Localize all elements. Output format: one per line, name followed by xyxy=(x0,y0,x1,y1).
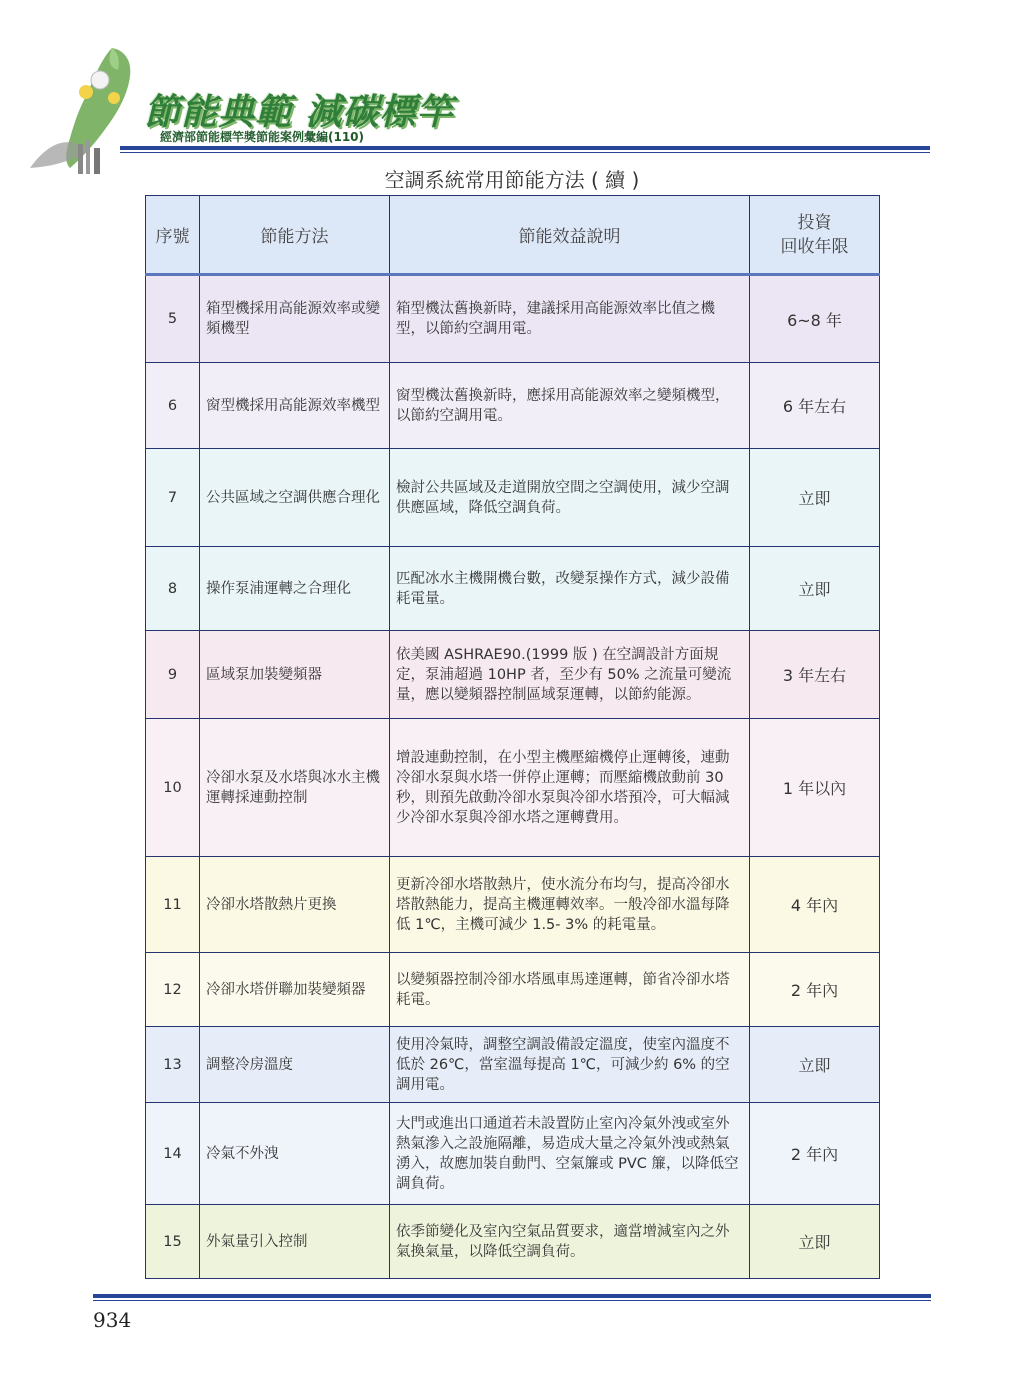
row-method: 冷卻水泵及水塔與冰水主機運轉採連動控制 xyxy=(200,719,390,857)
table-header-row xyxy=(146,196,880,275)
brand-title: 節能典範 減碳標竿 xyxy=(144,91,454,133)
row-method: 外氣量引入控制 xyxy=(200,1205,390,1279)
row-seq: 10 xyxy=(146,719,200,857)
row-desc: 以變頻器控制冷卻水塔風車馬達運轉，節省冷卻水塔耗電。 xyxy=(390,953,750,1027)
row-seq: 5 xyxy=(146,275,200,363)
row-method: 調整冷房溫度 xyxy=(200,1027,390,1103)
row-method: 冷氣不外洩 xyxy=(200,1103,390,1205)
row-seq: 14 xyxy=(146,1103,200,1205)
row-desc: 依季節變化及室內空氣品質要求，適當增減室內之外氣換氣量，以降低空調負荷。 xyxy=(390,1205,750,1279)
row-seq: 15 xyxy=(146,1205,200,1279)
row-method: 公共區域之空調供應合理化 xyxy=(200,449,390,547)
table-row xyxy=(146,857,880,953)
table-row xyxy=(146,1103,880,1205)
row-seq: 11 xyxy=(146,857,200,953)
row-desc: 增設連動控制，在小型主機壓縮機停止運轉後，連動冷卻水泵與水塔一併停止運轉；而壓縮機啟動前 30 秒，則預先啟動冷卻水泵與冷卻水塔預冷，可大幅減少冷卻水泵與冷卻水塔之運轉費用。 xyxy=(390,719,750,857)
row-method: 窗型機採用高能源效率機型 xyxy=(200,363,390,449)
row-seq: 7 xyxy=(146,449,200,547)
document-title: 空調系統常用節能方法 ( 續 ) xyxy=(384,168,640,192)
row-desc: 使用冷氣時，調整空調設備設定溫度，使室內溫度不低於 26℃，當室溫每提高 1℃，可減少約 6% 的空調用電。 xyxy=(390,1027,750,1103)
header-seq: 序號 xyxy=(146,196,200,275)
table-row xyxy=(146,631,880,719)
row-payback: 3 年左右 xyxy=(750,631,880,719)
row-payback: 立即 xyxy=(750,547,880,631)
taiwan-map-logo xyxy=(20,40,160,180)
header-desc: 節能效益說明 xyxy=(390,196,750,275)
page-number: 934 xyxy=(93,1308,132,1332)
row-seq: 12 xyxy=(146,953,200,1027)
row-desc: 箱型機汰舊換新時，建議採用高能源效率比值之機型，以節約空調用電。 xyxy=(390,275,750,363)
row-desc: 匹配冰水主機開機台數，改變泵操作方式，減少設備耗電量。 xyxy=(390,547,750,631)
row-seq: 6 xyxy=(146,363,200,449)
row-desc: 窗型機汰舊換新時，應採用高能源效率之變頻機型，以節約空調用電。 xyxy=(390,363,750,449)
row-desc: 檢討公共區域及走道開放空間之空調使用，減少空調供應區域，降低空調負荷。 xyxy=(390,449,750,547)
row-payback: 2 年內 xyxy=(750,953,880,1027)
header-payback: 投資 回收年限 xyxy=(750,196,880,275)
row-payback: 6~8 年 xyxy=(750,275,880,363)
row-seq: 13 xyxy=(146,1027,200,1103)
header-method: 節能方法 xyxy=(200,196,390,275)
table-row xyxy=(146,719,880,857)
row-payback: 2 年內 xyxy=(750,1103,880,1205)
row-method: 箱型機採用高能源效率或變頻機型 xyxy=(200,275,390,363)
header-rule-thin xyxy=(120,152,930,153)
row-payback: 立即 xyxy=(750,1027,880,1103)
row-seq: 8 xyxy=(146,547,200,631)
row-seq: 9 xyxy=(146,631,200,719)
footer-rule xyxy=(93,1294,931,1298)
table-row xyxy=(146,1027,880,1103)
row-method: 冷卻水塔散熱片更換 xyxy=(200,857,390,953)
row-payback: 立即 xyxy=(750,449,880,547)
table-row xyxy=(146,449,880,547)
header-rule xyxy=(120,146,930,150)
row-method: 冷卻水塔併聯加裝變頻器 xyxy=(200,953,390,1027)
row-method: 區域泵加裝變頻器 xyxy=(200,631,390,719)
row-payback: 6 年左右 xyxy=(750,363,880,449)
row-desc: 更新冷卻水塔散熱片，使水流分布均勻，提高冷卻水塔散熱能力，提高主機運轉效率。一般冷卻水溫每降低 1℃，主機可減少 1.5- 3% 的耗電量。 xyxy=(390,857,750,953)
row-method: 操作泵浦運轉之合理化 xyxy=(200,547,390,631)
footer-rule-thin xyxy=(93,1300,931,1301)
table-row xyxy=(146,363,880,449)
row-payback: 4 年內 xyxy=(750,857,880,953)
row-payback: 1 年以內 xyxy=(750,719,880,857)
table-row xyxy=(146,1205,880,1279)
row-payback: 立即 xyxy=(750,1205,880,1279)
row-desc: 依美國 ASHRAE90.(1999 版 ) 在空調設計方面規定，泵浦超過 10HP 者，至少有 50% 之流量可變流量，應以變頻器控制區域泵運轉，以節約能源。 xyxy=(390,631,750,719)
table-row xyxy=(146,275,880,363)
row-desc: 大門或進出口通道若未設置防止室內冷氣外洩或室外熱氣滲入之設施隔離，易造成大量之冷氣外洩或熱氣湧入，故應加裝自動門、空氣簾或 PVC 簾，以降低空調負荷。 xyxy=(390,1103,750,1205)
table-row xyxy=(146,953,880,1027)
energy-saving-table xyxy=(145,195,880,1279)
table-row xyxy=(146,547,880,631)
brand-subtitle: 經濟部節能標竿獎節能案例彙編(110) xyxy=(160,130,365,144)
